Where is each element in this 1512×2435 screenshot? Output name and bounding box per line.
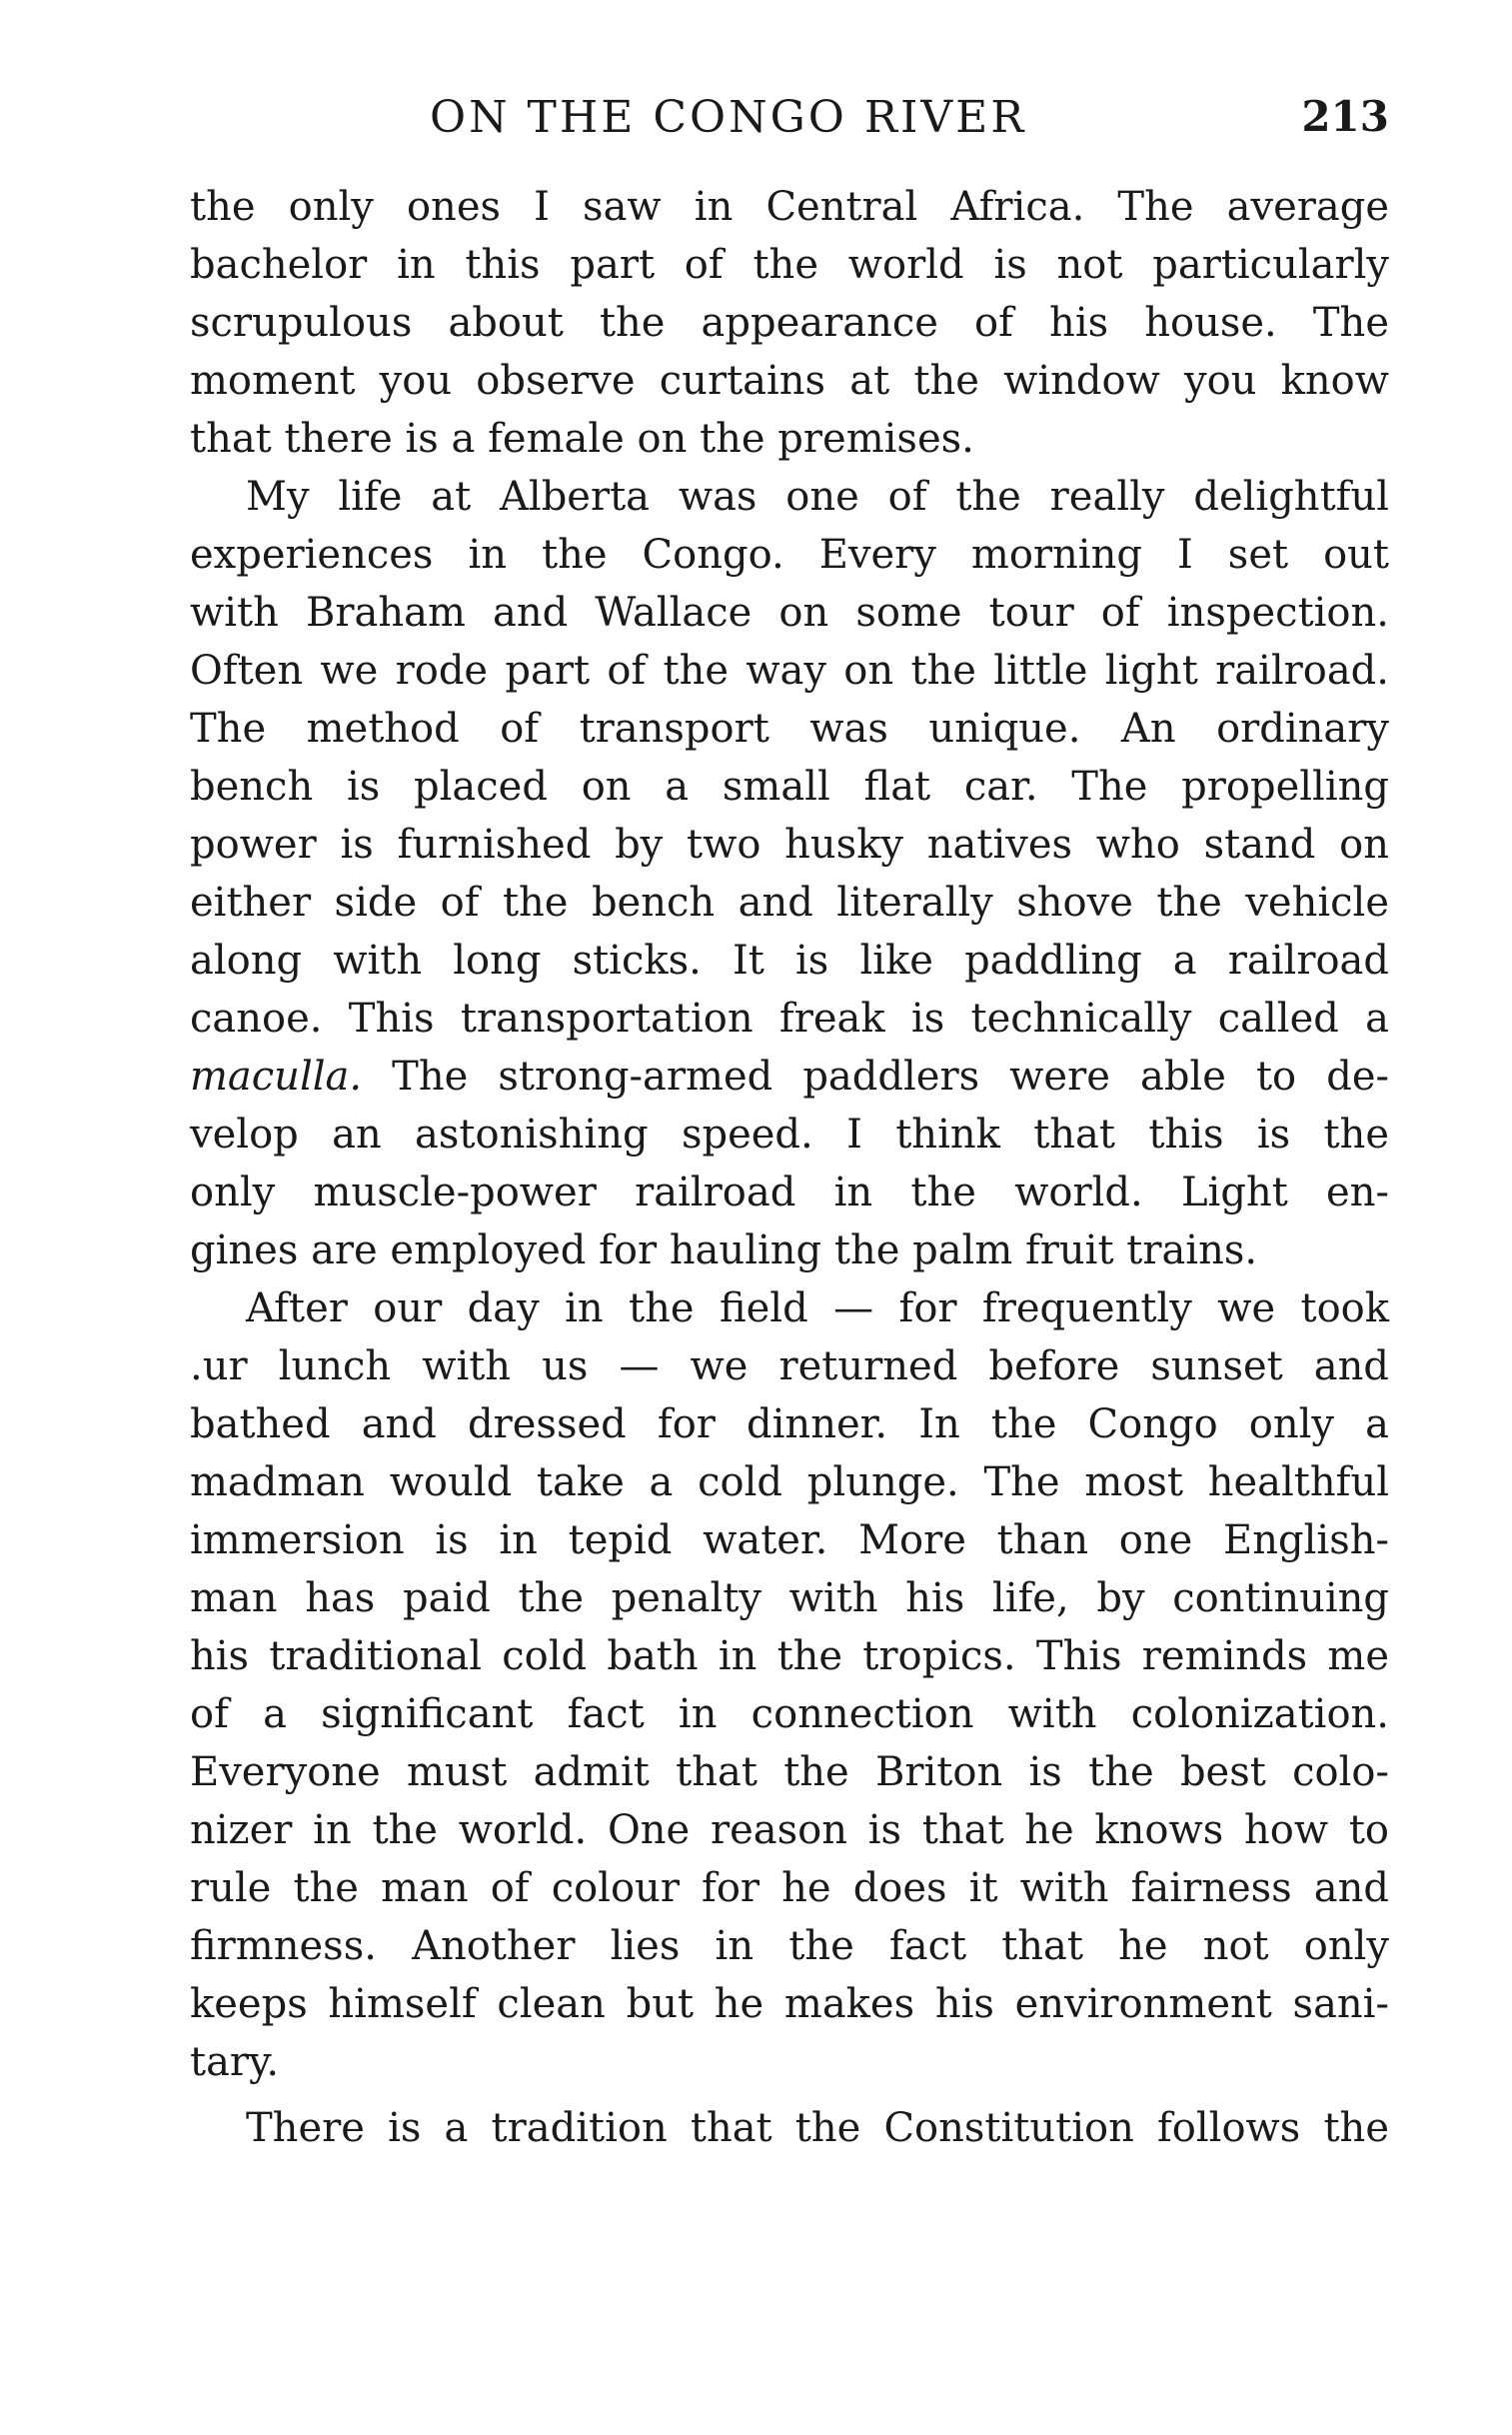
text-line: tary.	[190, 2039, 280, 2085]
text-line: bathed and dressed for dinner. In the Congo only a	[190, 1401, 1389, 1447]
running-head	[190, 92, 1389, 152]
text-line: bench is placed on a small flat car. The propelling	[190, 764, 1389, 810]
text-line: gines are employed for hauling the palm fruit trains.	[190, 1227, 1258, 1273]
text-line: keeps himself clean but he makes his environment sani-	[190, 1981, 1389, 2027]
italic-term: maculla.	[190, 1054, 363, 1100]
text-line: his traditional cold bath in the tropics. This reminds me	[190, 1633, 1389, 1679]
page-number: 213	[1301, 92, 1389, 141]
text-line: man has paid the penalty with his life, by continuing	[190, 1575, 1389, 1621]
text-line: experiences in the Congo. Every morning I set out	[190, 532, 1389, 578]
text-line: nizer in the world. One reason is that he knows how to	[190, 1807, 1389, 1853]
paragraph-first-line: After our day in the field — for frequently we took	[246, 1285, 1389, 1331]
paragraph-first-line: My life at Alberta was one of the really delightful	[246, 474, 1389, 520]
text-line: immersion is in tepid water. More than one English-	[190, 1517, 1389, 1563]
text-line: firmness. Another lies in the fact that he not only	[190, 1923, 1389, 1969]
text-line: rule the man of colour for he does it with fairness and	[190, 1865, 1389, 1911]
text-line: the only ones I saw in Central Africa. The average	[190, 184, 1389, 230]
text-line	[190, 1048, 1389, 1106]
paragraph-first-line: There is a tradition that the Constitution follows the	[246, 2105, 1389, 2151]
text-line: Often we rode part of the way on the little light railroad.	[190, 648, 1389, 694]
text-line: either side of the bench and literally shove the vehicle	[190, 880, 1389, 926]
body-text	[190, 178, 1389, 2157]
text-line: that there is a female on the premises.	[190, 416, 974, 462]
text-line: canoe. This transportation freak is technically called a	[190, 996, 1389, 1042]
text-line: only muscle-power railroad in the world. Light en-	[190, 1170, 1389, 1216]
text-line: along with long sticks. It is like paddling a railroad	[190, 938, 1389, 984]
text-line: madman would take a cold plunge. The most healthful	[190, 1459, 1389, 1505]
text-line: of a significant fact in connection with colonization.	[190, 1691, 1389, 1737]
text-line: .ur lunch with us — we returned before sunset and	[190, 1343, 1389, 1389]
text-line: moment you observe curtains at the window you know	[190, 358, 1389, 404]
text-line: The method of transport was unique. An ordinary	[190, 706, 1389, 752]
text-line: power is furnished by two husky natives who stand on	[190, 822, 1389, 868]
text-line: velop an astonishing speed. I think that this is the	[190, 1112, 1389, 1158]
text-line: Everyone must admit that the Briton is the best colo-	[190, 1749, 1389, 1795]
text-line: bachelor in this part of the world is not particularly	[190, 242, 1389, 288]
text-line: scrupulous about the appearance of his house. The	[190, 300, 1389, 346]
running-title: ON THE CONGO RIVER	[430, 92, 1027, 143]
text-line: with Braham and Wallace on some tour of inspection.	[190, 590, 1389, 636]
text-line-rest: The strong-armed paddlers were able to de-	[362, 1054, 1389, 1100]
